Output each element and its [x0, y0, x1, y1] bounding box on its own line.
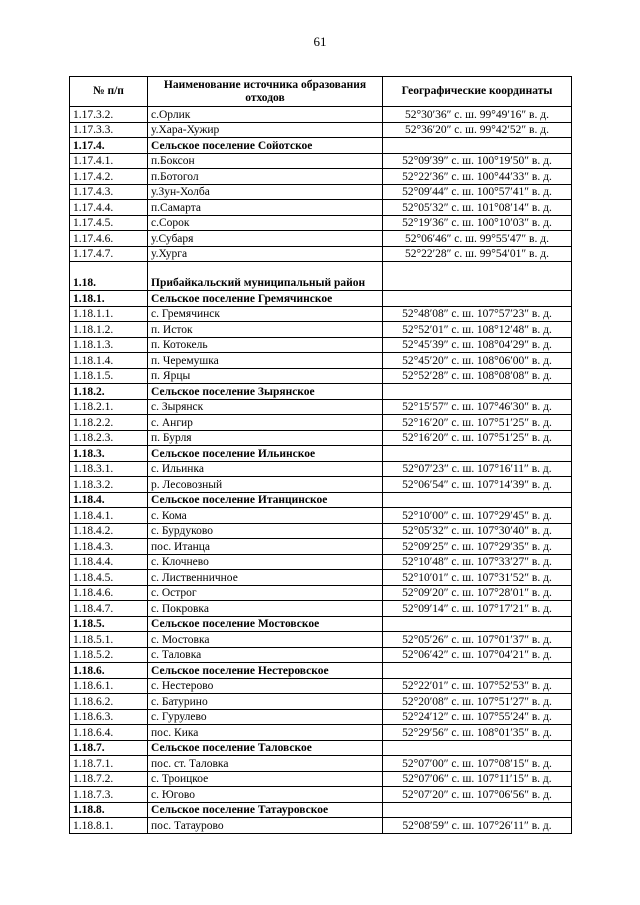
table-row: [70, 818, 572, 834]
row-number: 1.18.6.: [70, 663, 148, 679]
table-row: [70, 523, 572, 539]
coordinates-table: [69, 76, 572, 834]
row-number: 1.18.5.: [70, 616, 148, 632]
row-coordinates: [383, 262, 572, 291]
section-row: [70, 291, 572, 307]
row-coordinates: 52°20′08″ с. ш. 107°51′27″ в. д.: [383, 694, 572, 710]
row-number: 1.17.4.7.: [70, 246, 148, 262]
row-number: 1.18.2.1.: [70, 399, 148, 415]
row-number: 1.18.4.5.: [70, 570, 148, 586]
row-coordinates: 52°05′32″ с. ш. 107°30′40″ в. д.: [383, 523, 572, 539]
row-coordinates: 52°06′46″ с. ш. 99°55′47″ в. д.: [383, 231, 572, 247]
row-number: 1.18.5.2.: [70, 647, 148, 663]
row-source-name: п.Самарта: [148, 200, 383, 216]
row-source-name: пос. ст. Таловка: [148, 756, 383, 772]
row-number: 1.18.1.: [70, 291, 148, 307]
row-source-name: у.Субаря: [148, 231, 383, 247]
table-row: [70, 694, 572, 710]
row-number: 1.18.3.2.: [70, 477, 148, 493]
row-source-name: с. Югово: [148, 787, 383, 803]
row-number: 1.18.4.7.: [70, 601, 148, 617]
table-row: [70, 200, 572, 216]
row-source-name: пос. Итанца: [148, 539, 383, 555]
row-coordinates: 52°07′06″ с. ш. 107°11′15″ в. д.: [383, 771, 572, 787]
row-number: 1.18.4.1.: [70, 508, 148, 524]
row-coordinates: 52°52′28″ с. ш. 108°08′08″ в. д.: [383, 368, 572, 384]
header-coordinates: Географические координаты: [383, 77, 572, 107]
row-source-name: с. Кома: [148, 508, 383, 524]
row-source-name: с. Гремячинск: [148, 306, 383, 322]
row-source-name: с. Зырянск: [148, 399, 383, 415]
row-source-name: с. Лиственничное: [148, 570, 383, 586]
row-number: 1.18.2.3.: [70, 430, 148, 446]
row-coordinates: 52°06′54″ с. ш. 107°14′39″ в. д.: [383, 477, 572, 493]
table-row: [70, 184, 572, 200]
row-coordinates: 52°07′20″ с. ш. 107°06′56″ в. д.: [383, 787, 572, 803]
row-number: 1.18.4.: [70, 492, 148, 508]
row-number: 1.17.3.2.: [70, 107, 148, 123]
section-row: [70, 616, 572, 632]
row-coordinates: [383, 138, 572, 154]
table-row: [70, 322, 572, 338]
row-source-name: с. Мостовка: [148, 632, 383, 648]
table-row: [70, 632, 572, 648]
table-row: [70, 725, 572, 741]
table-row: [70, 353, 572, 369]
row-source-name: с. Острог: [148, 585, 383, 601]
row-coordinates: 52°48′08″ с. ш. 107°57′23″ в. д.: [383, 306, 572, 322]
row-number: 1.18.1.4.: [70, 353, 148, 369]
row-source-name: с.Сорок: [148, 215, 383, 231]
row-number: 1.18.3.: [70, 446, 148, 462]
row-source-name: с. Батурино: [148, 694, 383, 710]
section-row: [70, 138, 572, 154]
row-coordinates: 52°05′32″ с. ш. 101°08′14″ в. д.: [383, 200, 572, 216]
row-number: 1.17.4.6.: [70, 231, 148, 247]
row-coordinates: 52°22′36″ с. ш. 100°44′33″ в. д.: [383, 169, 572, 185]
table-row: [70, 415, 572, 431]
row-number: 1.18.6.2.: [70, 694, 148, 710]
row-number: 1.18.2.2.: [70, 415, 148, 431]
table-row: [70, 678, 572, 694]
row-coordinates: 52°24′12″ с. ш. 107°55′24″ в. д.: [383, 709, 572, 725]
row-number: 1.18.7.3.: [70, 787, 148, 803]
row-number: 1.18.6.4.: [70, 725, 148, 741]
row-source-name: с. Покровка: [148, 601, 383, 617]
row-coordinates: 52°09′20″ с. ш. 107°28′01″ в. д.: [383, 585, 572, 601]
section-row: [70, 492, 572, 508]
row-number: 1.18.: [70, 262, 148, 291]
row-coordinates: [383, 291, 572, 307]
row-source-name: Сельское поселение Гремячинское: [148, 291, 383, 307]
row-number: 1.18.2.: [70, 384, 148, 400]
row-coordinates: [383, 384, 572, 400]
row-number: 1.18.6.1.: [70, 678, 148, 694]
row-coordinates: 52°22′28″ с. ш. 99°54′01″ в. д.: [383, 246, 572, 262]
row-number: 1.18.6.3.: [70, 709, 148, 725]
row-number: 1.17.4.1.: [70, 153, 148, 169]
row-number: 1.18.1.2.: [70, 322, 148, 338]
row-source-name: с. Троицкое: [148, 771, 383, 787]
row-coordinates: [383, 446, 572, 462]
table-row: [70, 570, 572, 586]
row-source-name: п. Исток: [148, 322, 383, 338]
header-source-name: Наименование источника образования отходов: [148, 77, 383, 107]
row-source-name: с. Таловка: [148, 647, 383, 663]
section-row: [70, 802, 572, 818]
row-source-name: р. Лесовозный: [148, 477, 383, 493]
row-coordinates: [383, 492, 572, 508]
table-row: [70, 554, 572, 570]
row-number: 1.18.3.1.: [70, 461, 148, 477]
row-source-name: Сельское поселение Сойотское: [148, 138, 383, 154]
row-coordinates: 52°29′56″ с. ш. 108°01′35″ в. д.: [383, 725, 572, 741]
page-number: 61: [313, 34, 327, 49]
table-header-row: [70, 77, 572, 107]
row-number: 1.17.4.3.: [70, 184, 148, 200]
row-source-name: п. Котокель: [148, 337, 383, 353]
row-coordinates: 52°09′39″ с. ш. 100°19′50″ в. д.: [383, 153, 572, 169]
row-coordinates: 52°30′36″ с. ш. 99°49′16″ в. д.: [383, 107, 572, 123]
row-source-name: пос. Татаурово: [148, 818, 383, 834]
table-row: [70, 585, 572, 601]
row-number: 1.18.4.6.: [70, 585, 148, 601]
row-number: 1.18.7.1.: [70, 756, 148, 772]
row-coordinates: 52°10′01″ с. ш. 107°31′52″ в. д.: [383, 570, 572, 586]
row-source-name: с. Гурулево: [148, 709, 383, 725]
row-source-name: Прибайкальский муниципальный район: [148, 262, 383, 291]
table-row: [70, 771, 572, 787]
row-number: 1.17.3.3.: [70, 122, 148, 138]
row-source-name: п.Ботогол: [148, 169, 383, 185]
row-coordinates: 52°19′36″ с. ш. 100°10′03″ в. д.: [383, 215, 572, 231]
row-source-name: пос. Кика: [148, 725, 383, 741]
row-source-name: п. Бурля: [148, 430, 383, 446]
row-number: 1.18.4.3.: [70, 539, 148, 555]
row-coordinates: 52°06′42″ с. ш. 107°04′21″ в. д.: [383, 647, 572, 663]
row-source-name: Сельское поселение Татауровское: [148, 802, 383, 818]
row-number: 1.18.8.1.: [70, 818, 148, 834]
table-row: [70, 399, 572, 415]
table-row: [70, 215, 572, 231]
table-body: [70, 107, 572, 834]
row-source-name: Сельское поселение Таловское: [148, 740, 383, 756]
row-number: 1.18.4.4.: [70, 554, 148, 570]
section-row: [70, 384, 572, 400]
row-number: 1.18.1.3.: [70, 337, 148, 353]
row-number: 1.18.5.1.: [70, 632, 148, 648]
table-row: [70, 122, 572, 138]
row-number: 1.18.7.2.: [70, 771, 148, 787]
row-number: 1.18.1.1.: [70, 306, 148, 322]
table-row: [70, 539, 572, 555]
row-coordinates: 52°10′48″ с. ш. 107°33′27″ в. д.: [383, 554, 572, 570]
row-coordinates: 52°16′20″ с. ш. 107°51′25″ в. д.: [383, 415, 572, 431]
row-coordinates: 52°52′01″ с. ш. 108°12′48″ в. д.: [383, 322, 572, 338]
table-row: [70, 461, 572, 477]
table-row: [70, 107, 572, 123]
row-source-name: с. Ильинка: [148, 461, 383, 477]
row-source-name: у.Зун-Холба: [148, 184, 383, 200]
section-row: [70, 740, 572, 756]
table-row: [70, 231, 572, 247]
row-source-name: с.Орлик: [148, 107, 383, 123]
row-coordinates: 52°07′00″ с. ш. 107°08′15″ в. д.: [383, 756, 572, 772]
row-coordinates: 52°16′20″ с. ш. 107°51′25″ в. д.: [383, 430, 572, 446]
row-coordinates: 52°05′26″ с. ш. 107°01′37″ в. д.: [383, 632, 572, 648]
row-coordinates: 52°36′20″ с. ш. 99°42′52″ в. д.: [383, 122, 572, 138]
row-coordinates: 52°09′44″ с. ш. 100°57′41″ в. д.: [383, 184, 572, 200]
table-row: [70, 246, 572, 262]
row-coordinates: 52°08′59″ с. ш. 107°26′11″ в. д.: [383, 818, 572, 834]
row-source-name: Сельское поселение Зырянское: [148, 384, 383, 400]
table-row: [70, 508, 572, 524]
row-source-name: у.Хурга: [148, 246, 383, 262]
table-row: [70, 306, 572, 322]
row-coordinates: 52°09′25″ с. ш. 107°29′35″ в. д.: [383, 539, 572, 555]
table-row: [70, 709, 572, 725]
table-row: [70, 368, 572, 384]
header-number: № п/п: [70, 77, 148, 107]
table-row: [70, 169, 572, 185]
table-row: [70, 430, 572, 446]
row-coordinates: 52°45′20″ с. ш. 108°06′00″ в. д.: [383, 353, 572, 369]
row-source-name: с. Ангир: [148, 415, 383, 431]
row-coordinates: 52°45′39″ с. ш. 108°04′29″ в. д.: [383, 337, 572, 353]
row-number: 1.18.4.2.: [70, 523, 148, 539]
section-row: [70, 446, 572, 462]
row-number: 1.17.4.2.: [70, 169, 148, 185]
row-source-name: с. Бурдуково: [148, 523, 383, 539]
row-source-name: Сельское поселение Ильинское: [148, 446, 383, 462]
table-row: [70, 756, 572, 772]
row-coordinates: [383, 616, 572, 632]
table-row: [70, 601, 572, 617]
table-row: [70, 337, 572, 353]
table-row: [70, 787, 572, 803]
row-source-name: у.Хара-Хужир: [148, 122, 383, 138]
row-number: 1.18.7.: [70, 740, 148, 756]
row-coordinates: [383, 740, 572, 756]
row-number: 1.18.8.: [70, 802, 148, 818]
row-source-name: с. Нестерово: [148, 678, 383, 694]
table-row: [70, 647, 572, 663]
table-row: [70, 477, 572, 493]
row-number: 1.18.1.5.: [70, 368, 148, 384]
row-source-name: с. Клочнево: [148, 554, 383, 570]
row-source-name: Сельское поселение Мостовское: [148, 616, 383, 632]
row-number: 1.17.4.5.: [70, 215, 148, 231]
row-source-name: п.Боксон: [148, 153, 383, 169]
row-number: 1.17.4.: [70, 138, 148, 154]
row-source-name: п. Черемушка: [148, 353, 383, 369]
row-source-name: Сельское поселение Итанцинское: [148, 492, 383, 508]
row-coordinates: 52°10′00″ с. ш. 107°29′45″ в. д.: [383, 508, 572, 524]
row-coordinates: [383, 663, 572, 679]
row-coordinates: 52°07′23″ с. ш. 107°16′11″ в. д.: [383, 461, 572, 477]
row-coordinates: 52°15′57″ с. ш. 107°46′30″ в. д.: [383, 399, 572, 415]
row-coordinates: 52°09′14″ с. ш. 107°17′21″ в. д.: [383, 601, 572, 617]
row-source-name: п. Ярцы: [148, 368, 383, 384]
row-coordinates: 52°22′01″ с. ш. 107°52′53″ в. д.: [383, 678, 572, 694]
section-row: [70, 663, 572, 679]
section-row: [70, 262, 572, 291]
row-number: 1.17.4.4.: [70, 200, 148, 216]
row-source-name: Сельское поселение Нестеровское: [148, 663, 383, 679]
row-coordinates: [383, 802, 572, 818]
table-row: [70, 153, 572, 169]
